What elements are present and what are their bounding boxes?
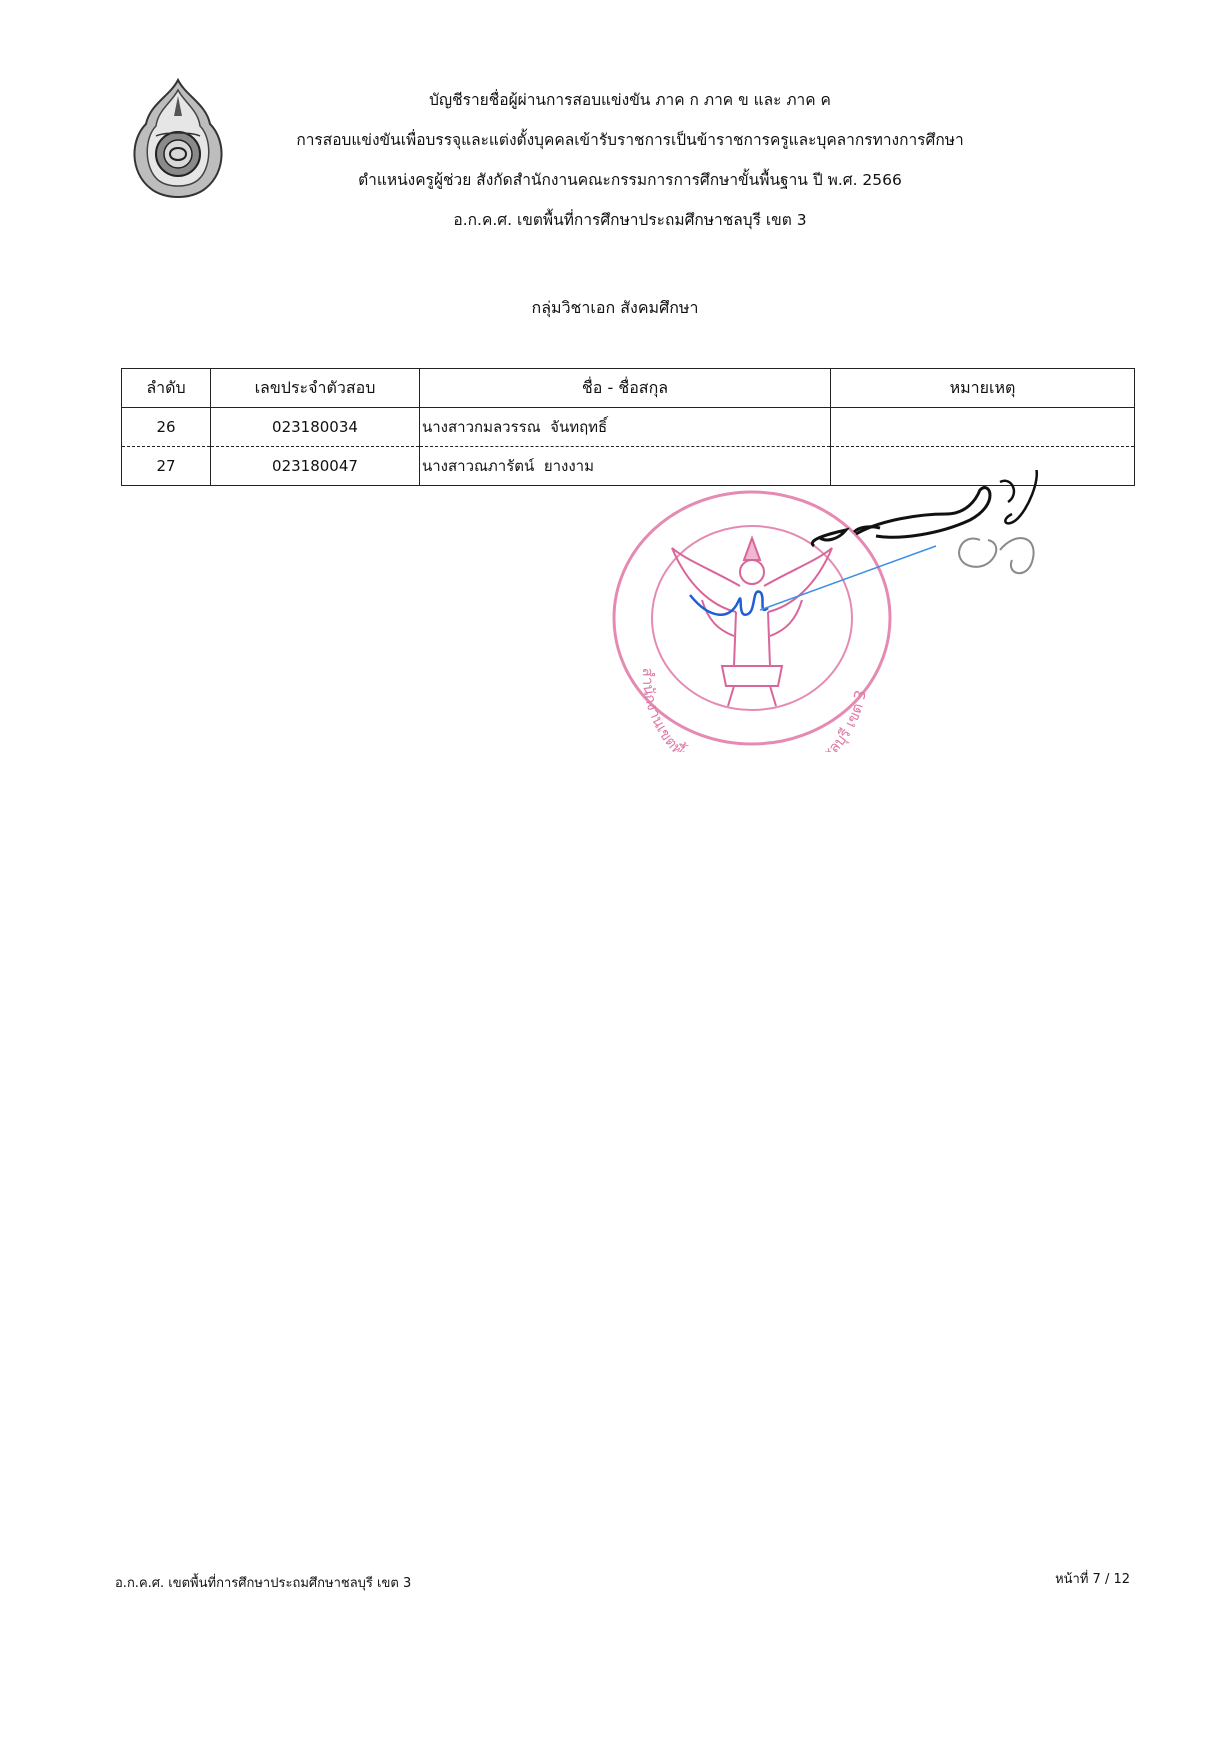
signature-area [640,470,1100,670]
subject-group-title: กลุ่มวิชาเอก สังคมศึกษา [531,298,699,317]
document-header [250,80,1010,240]
handwritten-signature-icon [640,470,1100,670]
header-committee: อ.ก.ค.ศ. เขตพื้นที่การศึกษาประถมศึกษาชลบุรี เขต 3 [453,211,807,229]
passed-candidates-table [121,368,1135,486]
cell-no: 26 [122,408,211,447]
column-header-exam-id: เลขประจำตัวสอบ [211,369,420,408]
footer-committee: อ.ก.ค.ศ. เขตพื้นที่การศึกษาประถมศึกษาชลบุรี เขต 3 [115,1576,412,1591]
table-header-row [122,369,1135,408]
column-header-name: ชื่อ - ชื่อสกุล [420,369,831,408]
cell-exam-id: 023180047 [211,447,420,486]
header-title: บัญชีรายชื่อผู้ผ่านการสอบแข่งขัน ภาค ก ภาค ข และ ภาค ค [429,91,831,109]
column-header-remark: หมายเหตุ [831,369,1135,408]
cell-name: นางสาวกมลวรรณ จันทฤทธิ์ [420,408,831,447]
agency-logo [126,76,230,204]
page-number: หน้าที่ 7 / 12 [1055,1572,1130,1587]
cell-remark [831,408,1135,447]
cell-name: นางสาวณภารัตน์ ยางงาม [420,447,831,486]
header-exam-name: การสอบแข่งขันเพื่อบรรจุและแต่งตั้งบุคคลเข้ารับราชการเป็นข้าราชการครูและบุคลากรทางการศึกษา [296,131,964,149]
table-row [122,408,1135,447]
seal-text: สำนักงานเขตพื้ ลบุรี เขต 3 [638,667,870,752]
column-header-no: ลำดับ [122,369,211,408]
cell-no: 27 [122,447,211,486]
emblem-icon [126,76,230,204]
header-position: ตำแหน่งครูผู้ช่วย สังกัดสำนักงานคณะกรรมการการศึกษาขั้นพื้นฐาน ปี พ.ศ. 2566 [358,171,902,189]
cell-exam-id: 023180034 [211,408,420,447]
